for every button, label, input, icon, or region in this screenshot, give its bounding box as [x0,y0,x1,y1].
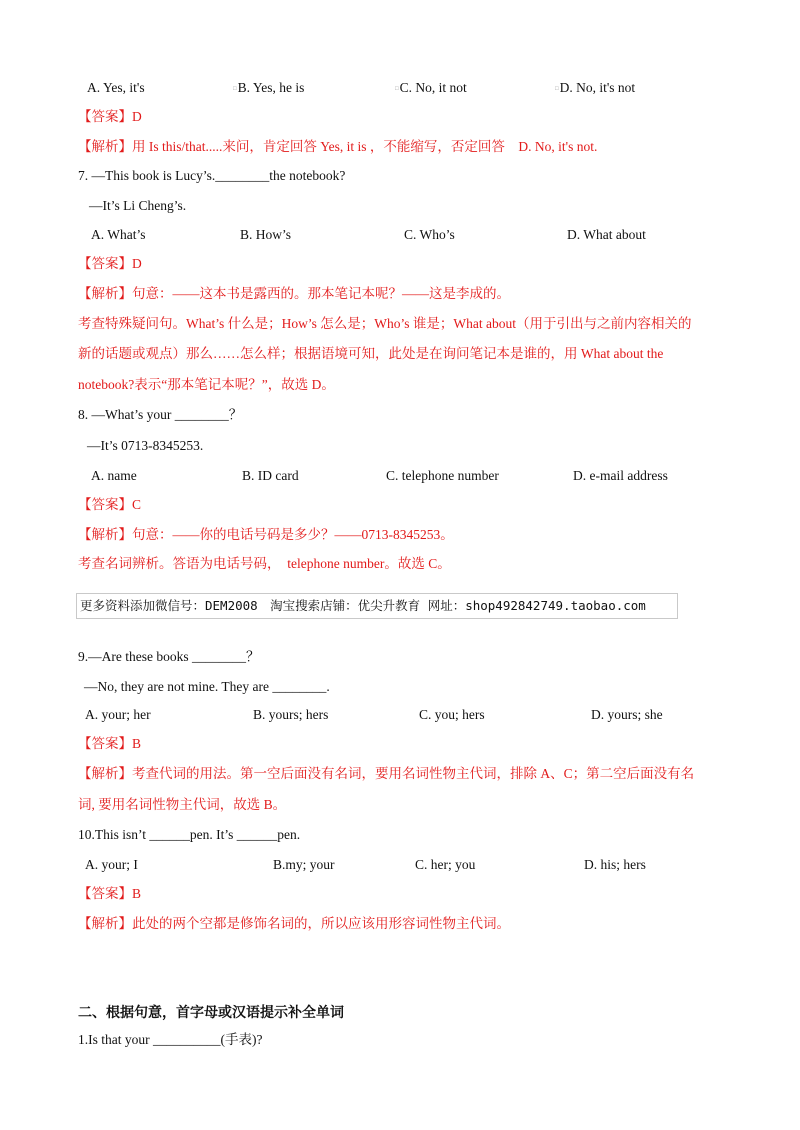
checkbox-icon: □ [555,85,559,92]
q9-analysis-1: 【解析】考查代词的用法。第一空后面没有名词，要用名词性物主代词，排除 A、C；第二空后面没有名 [78,766,695,781]
q9-analysis-2: 词, 要用名词性物主代词，故选 B。 [78,797,287,812]
q10-option-a: A. your; I [85,857,138,872]
q8-option-d: D. e-mail address [573,468,668,483]
q10-question: 10.This isn’t ______pen. It’s ______pen. [78,827,301,842]
q7-question: 7. —This book is Lucy’s.________the notebook? [78,168,346,183]
q8-option-b: B. ID card [242,468,299,483]
q7-analysis-1: 【解析】句意：——这本书是露西的。那本笔记本呢？——这是李成的。 [78,286,510,301]
q10-option-b: B.my; your [273,857,335,872]
q6-option-c: □C. No, it not [395,80,467,95]
q6-option-a: A. Yes, it's [87,80,145,95]
checkbox-icon: □ [395,85,399,92]
q7-option-b: B. How’s [240,227,292,242]
q8-analysis-1: 【解析】句意：——你的电话号码是多少？——0713-8345253。 [78,527,454,542]
ad-banner: 更多资料添加微信号：DEM2008 淘宝搜索店铺：优尖升教育 网址：shop492842749.taobao.com [76,593,678,619]
q8-analysis-2: 考查名词辨析。答语为电话号码， telephone number。故选 C。 [78,556,451,571]
q7-analysis-3: 新的话题或观点）那么……怎么样；根据语境可知，此处是在询问笔记本是谁的，用 What about the [78,346,664,361]
checkbox-icon: □ [233,85,237,92]
q9-answer: 【答案】B [78,736,142,751]
q6-analysis: 【解析】用 Is this/that.....来问，肯定回答 Yes, it is ，不能缩写，否定回答 D. No, it's not. [78,139,598,154]
q8-reply: —It’s 0713-8345253. [87,438,204,453]
q10-option-c: C. her; you [415,857,476,872]
q10-answer: 【答案】B [78,886,142,901]
q9-reply: —No, they are not mine. They are ________. [84,679,330,694]
q7-option-d: D. What about [567,227,646,242]
q6-option-b: □B. Yes, he is [233,80,305,95]
q10-option-d: D. his; hers [584,857,646,872]
q9-question: 9.—Are these books ________？ [78,649,260,664]
section2-question-1: 1.Is that your __________(手表)? [78,1032,263,1047]
q7-option-a: A. What’s [91,227,146,242]
q8-option-a: A. name [91,468,137,483]
q9-option-b: B. yours; hers [253,707,329,722]
section-heading: 二、根据句意，首字母或汉语提示补全单词 [78,1005,344,1021]
q9-option-a: A. your; her [85,707,151,722]
q7-analysis-2: 考查特殊疑问句。What’s 什么是；How’s 怎么是；Who’s 谁是；What about（用于引出与之前内容相关的 [78,316,692,331]
q8-question: 8. —What’s your ________？ [78,407,243,422]
q7-reply: —It’s Li Cheng’s. [89,198,187,213]
q10-analysis: 【解析】此处的两个空都是修饰名词的，所以应该用形容词性物主代词。 [78,916,510,931]
q6-option-d: □D. No, it's not [555,80,636,95]
q9-option-d: D. yours; she [591,707,663,722]
q6-answer: 【答案】D [78,109,142,124]
q9-option-c: C. you; hers [419,707,485,722]
q7-analysis-4: notebook?表示“那本笔记本呢？”，故选 D。 [78,377,335,392]
q7-answer: 【答案】D [78,256,142,271]
q7-option-c: C. Who’s [404,227,455,242]
q8-answer: 【答案】C [78,497,142,512]
q8-option-c: C. telephone number [386,468,499,483]
